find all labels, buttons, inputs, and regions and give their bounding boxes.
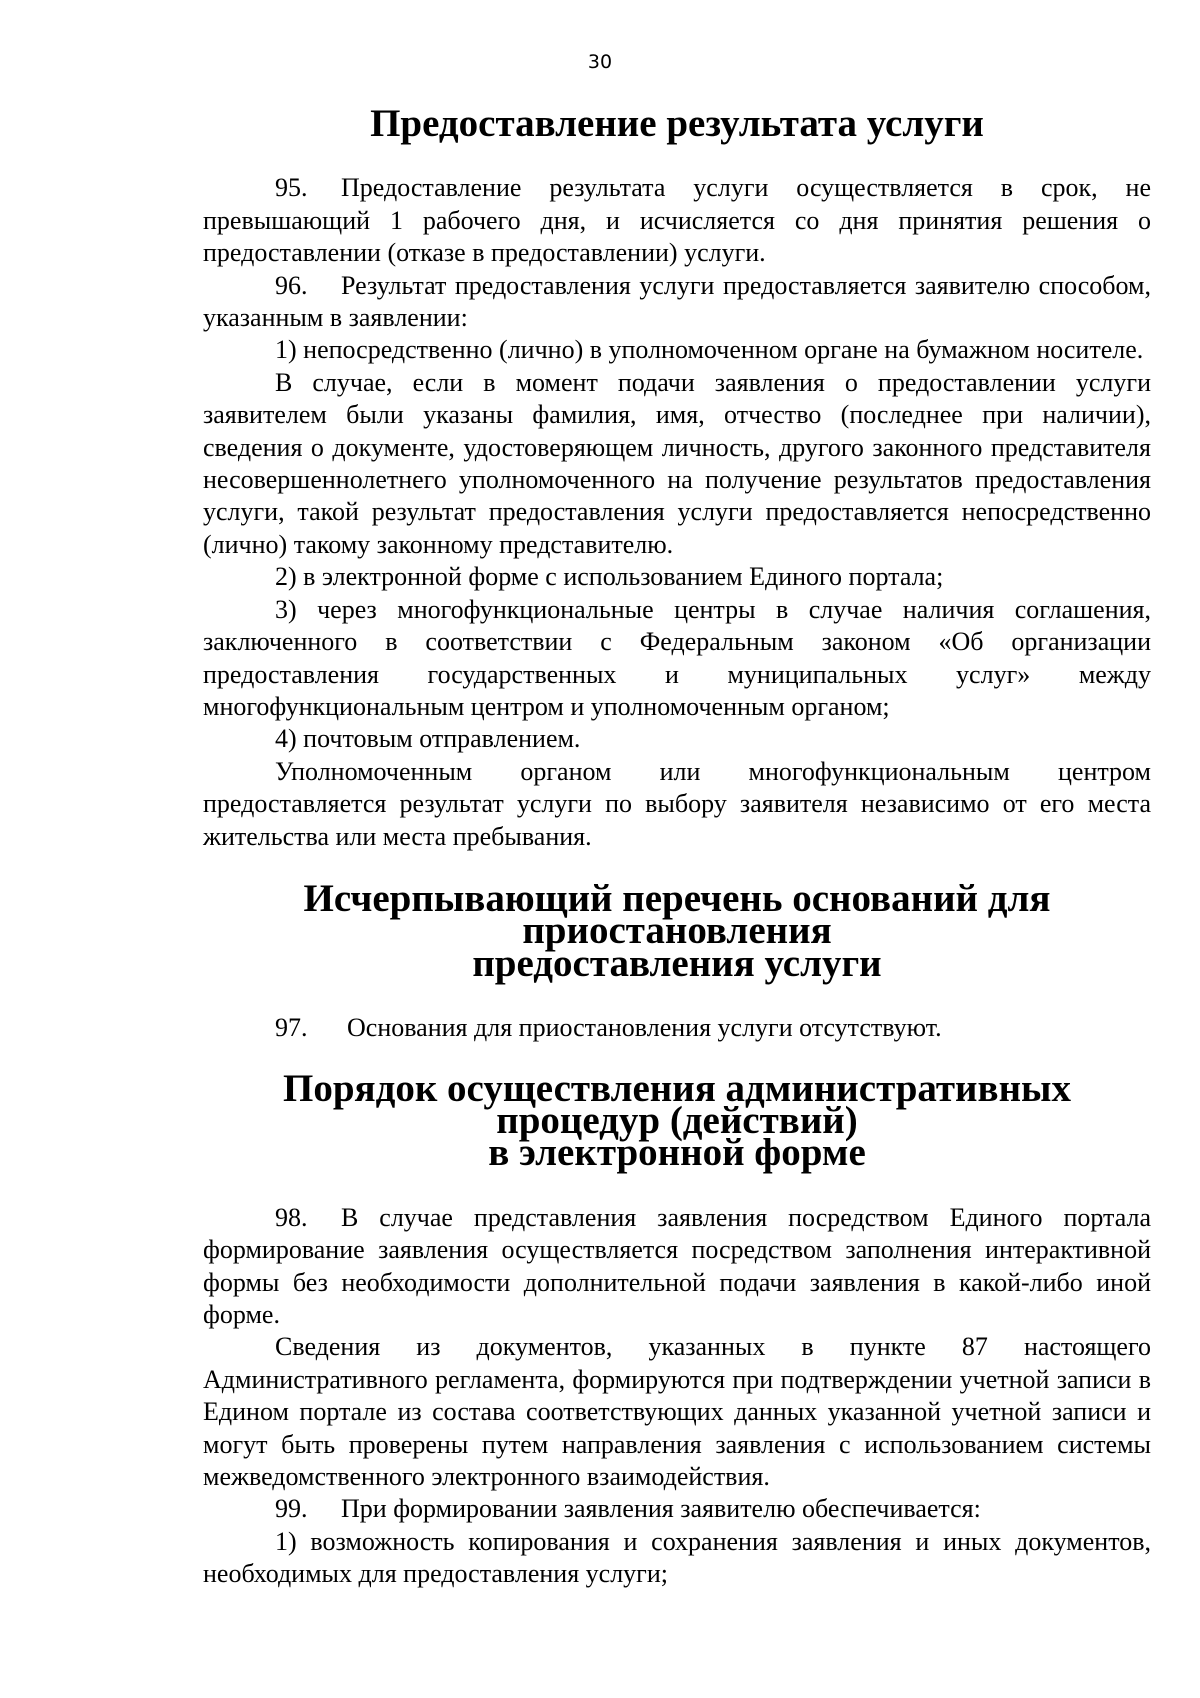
paragraph-97 [203,1012,1151,1044]
paragraph-number: 99. [275,1494,308,1524]
paragraph-95 [203,172,1151,269]
section-heading-suspension [203,876,1151,985]
paragraph-number: 98. [275,1202,308,1232]
paragraph-text: В случае представления заявления посредством Единого портала формирование заявления осуществляется посредством заполнения интерактивной формы без необходимости дополнительной подачи заявления в какой-либо иной форме. [203,1202,1151,1329]
paragraph-legal-representative: В случае, если в момент подачи заявления о предоставлении услуги заявителем были указаны фамилия, имя, отчество (последнее при наличии), сведения о документе, удостоверяющем личность, другого законного представителя несовершеннолетнего уполномоченного на получение результатов предоставления услуги, такой результат предоставления услуги предоставляется непосредственно (лично) такому законному представителю. [203,367,1151,559]
paragraph-96 [203,270,1151,335]
paragraph-number: 96. [275,270,308,300]
heading-line: Порядок осуществления административных процедур (действий) [282,1066,1072,1142]
heading-line: в электронной форме [488,1131,866,1175]
paragraph-account-info: Сведения из документов, указанных в пункте 87 настоящего Административного регламента, формируются при подтверждении учетной записи в Едином портале из состава соответствующих данных указанной учетной записи и могут быть проверены путем направления заявления с использованием системы межведомственного электронного взаимодействия. [203,1332,1151,1492]
heading-line: Исчерпывающий перечень оснований для приостановления [303,876,1051,953]
document-body [203,102,1151,1591]
page-number: 30 [587,51,613,73]
heading-line: предоставления услуги [472,941,882,985]
list-item-1-in-person: 1) непосредственно (лично) в уполномоченном органе на бумажном носителе. [275,335,1144,365]
paragraph-text: Результат предоставления услуги предоставляется заявителю способом, указанным в заявлении: [203,270,1151,333]
paragraph-number: 95. [275,173,308,203]
section-heading-result [203,102,1151,145]
paragraph-closing: Уполномоченным органом или многофункциональным центром предоставляется результат услуги по выбору заявителя независимо от его места жительства или места пребывания. [203,756,1151,851]
list-item-1-copy-save: 1) возможность копирования и сохранения заявления и иных документов, необходимых для предоставления услуги; [203,1526,1151,1589]
list-item-2-electronic: 2) в электронной форме с использованием Единого портала; [275,562,944,592]
paragraph-text: Предоставление результата услуги осуществляется в срок, не превышающий 1 рабочего дня, и исчисляется со дня принятия решения о предоставлении (отказе в предоставлении) услуги. [203,173,1151,268]
section-heading-electronic [203,1066,1151,1175]
paragraph-99 [203,1493,1151,1525]
paragraph-text: При формировании заявления заявителю обеспечивается: [341,1494,981,1524]
list-item-4-mail: 4) почтовым отправлением. [275,724,581,754]
paragraph-number: 97. [275,1013,308,1043]
paragraph-text: Основания для приостановления услуги отсутствуют. [347,1013,942,1043]
heading-line: Предоставление результата услуги [370,102,984,145]
paragraph-98 [203,1202,1151,1332]
list-item-3-mfc: 3) через многофункциональные центры в случае наличия соглашения, заключенного в соответствии с Федеральным законом «Об организации предоставления государственных и муниципальных услуг» между многофункциональным центром и уполномоченным органом; [203,594,1151,721]
